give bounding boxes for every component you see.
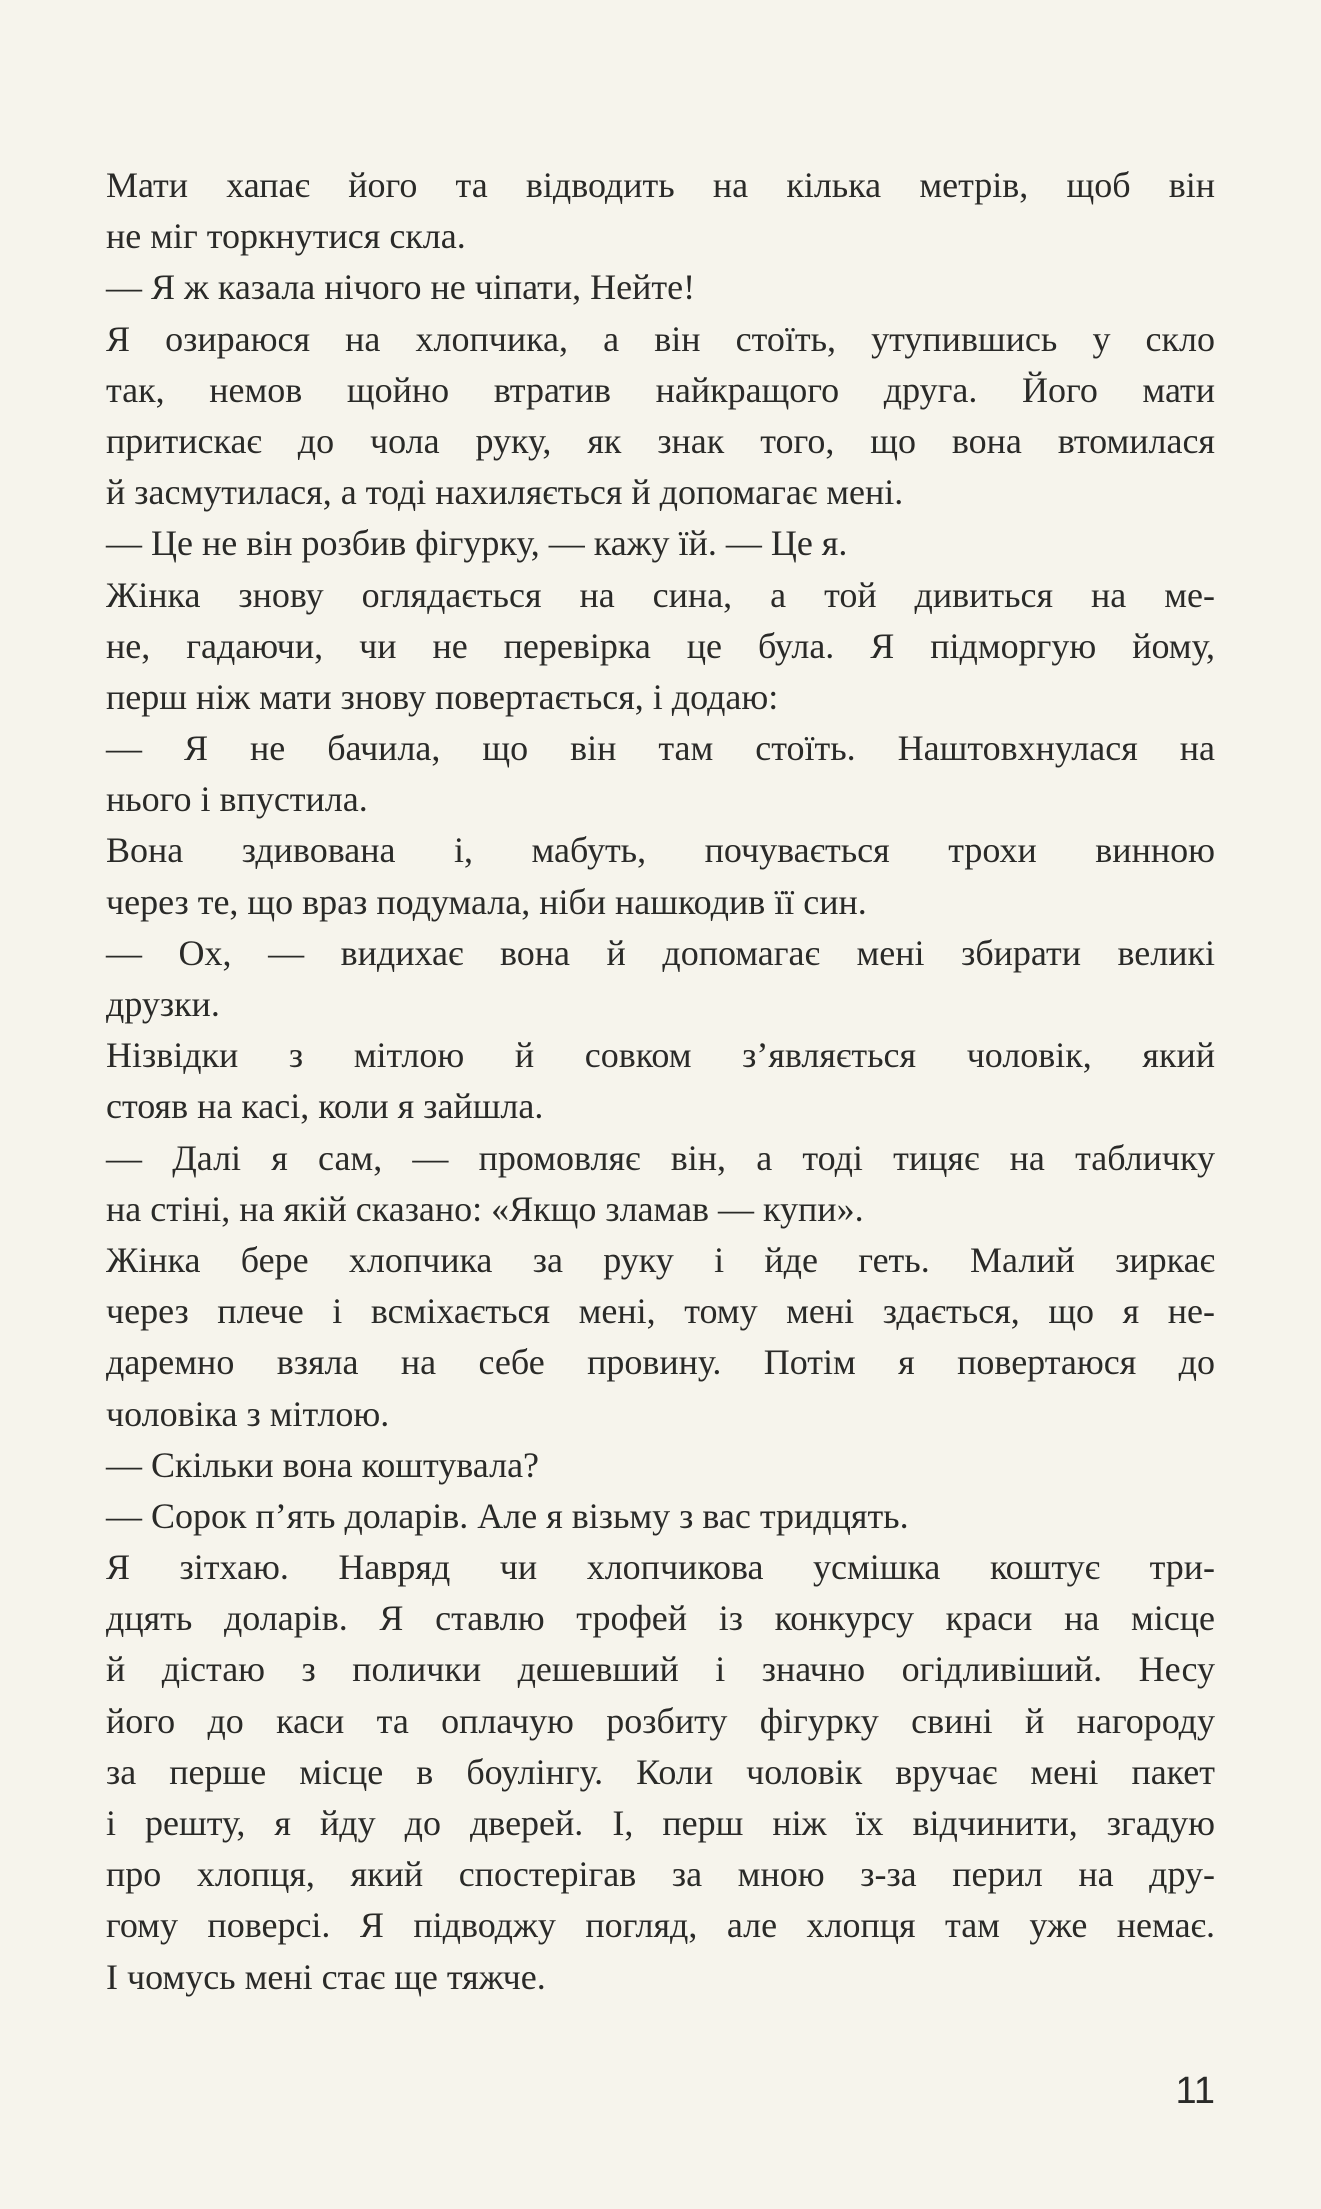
text-line: Жінка бере хлопчика за руку і йде геть. Малий зиркає [106, 1239, 1215, 1280]
text-line: Нізвідки з мітлою й совком з’являється чоловік, який [106, 1035, 1215, 1076]
text-line: так, немов щойно втратив найкращого друга. Його мати [106, 369, 1215, 410]
text-line: притискає до чола руку, як знак того, що вона втомилася [106, 420, 1215, 461]
text-line: не, гадаючи, чи не перевірка це була. Я підморгую йому, [106, 625, 1215, 666]
text-line: дцять доларів. Я ставлю трофей із конкурсу краси на місце [106, 1598, 1215, 1639]
text-line: Вона здивована і, мабуть, почувається трохи винною [106, 830, 1215, 871]
body-text [106, 160, 1215, 2003]
text-line: — Я ж казала нічого не чіпати, Нейте! [106, 267, 696, 308]
text-line: на стіні, на якій сказано: «Якщо зламав — купи». [106, 1188, 864, 1229]
text-line: й засмутилася, а тоді нахиляється й допомагає мені. [106, 472, 904, 513]
page-number: 11 [1175, 2070, 1215, 2112]
text-line: — Сорок п’ять доларів. Але я візьму з вас тридцять. [106, 1495, 909, 1536]
text-line: чоловіка з мітлою. [106, 1393, 390, 1434]
text-line: про хлопця, який спостерігав за мною з-за перил на дру- [106, 1854, 1215, 1895]
text-line: нього і впустила. [106, 779, 368, 820]
text-line: І чомусь мені стає ще тяжче. [106, 1956, 546, 1997]
text-line: не міг торкнутися скла. [106, 216, 466, 257]
text-line: його до каси та оплачую розбиту фігурку свині й нагороду [106, 1700, 1215, 1741]
text-line: Мати хапає його та відводить на кілька метрів, щоб він [106, 165, 1215, 205]
text-line: друзки. [106, 984, 220, 1024]
text-line: й дістаю з полички дешевший і значно огідливіший. Несу [106, 1649, 1215, 1690]
text-line: через те, що враз подумала, ніби нашкодив її син. [106, 881, 867, 922]
text-line: даремно взяла на себе провину. Потім я повертаюся до [106, 1342, 1215, 1383]
text-line: перш ніж мати знову повертається, і додаю: [106, 676, 779, 717]
text-line: Я зітхаю. Навряд чи хлопчикова усмішка коштує три- [106, 1547, 1215, 1588]
text-line: Я озираюся на хлопчика, а він стоїть, утупившись у скло [106, 318, 1215, 359]
text-line: гому поверсі. Я підводжу погляд, але хлопця там уже немає. [106, 1905, 1215, 1946]
text-line: — Я не бачила, що він там стоїть. Наштовхнулася на [106, 728, 1215, 769]
text-line: за перше місце в боулінгу. Коли чоловік вручає мені пакет [106, 1751, 1215, 1792]
text-line: стояв на касі, коли я зайшла. [106, 1086, 544, 1127]
text-line: — Це не він розбив фігурку, — кажу їй. — Це я. [106, 523, 848, 564]
text-line: і решту, я йду до дверей. І, перш ніж їх відчинити, згадую [106, 1803, 1215, 1843]
text-line: — Ох, — видихає вона й допомагає мені збирати великі [106, 932, 1215, 973]
text-line: — Скільки вона коштувала? [106, 1444, 540, 1485]
text-line: Жінка знову оглядається на сина, а той дивиться на ме- [106, 574, 1215, 615]
text-line: через плече і всміхається мені, тому мені здається, що я не- [106, 1291, 1215, 1332]
text-line: — Далі я сам, — промовляє він, а тоді тицяє на табличку [106, 1137, 1215, 1178]
